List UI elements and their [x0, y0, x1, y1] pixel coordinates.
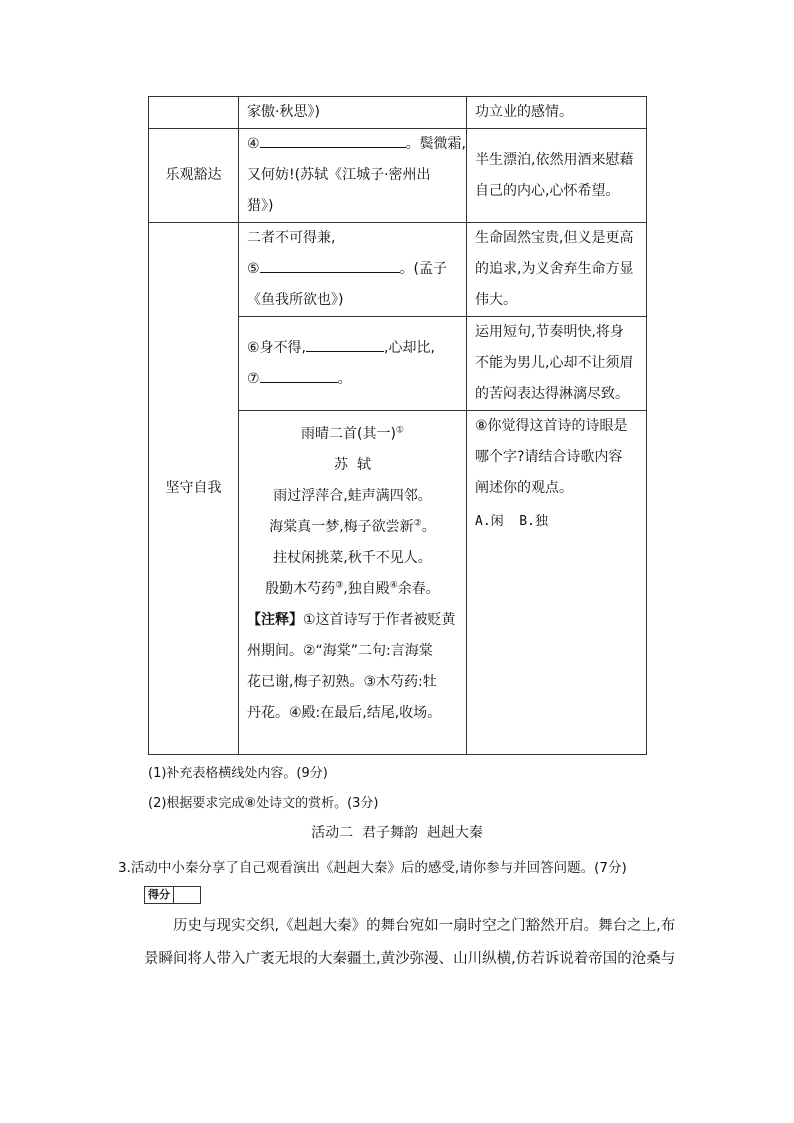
category-optimistic: 乐观豁达	[149, 129, 239, 223]
analysis-text: 半生漂泊,依然用酒来慰藉	[475, 151, 634, 168]
poem-title: 雨晴二首(其一)①	[300, 425, 404, 442]
activity-title: 活动二 君子舞韵 赳赳大秦	[311, 825, 483, 841]
category-cell	[149, 97, 239, 129]
fill-blank-7[interactable]	[260, 367, 338, 383]
category-steadfast: 坚守自我	[149, 223, 239, 755]
analysis-text: 运用短句,节奏明快,将身	[475, 324, 624, 340]
fill-blank-6[interactable]	[306, 336, 384, 352]
score-label: 得分	[145, 887, 174, 903]
poem-line: 海棠真一梦,梅子欲尝新②。	[269, 518, 436, 535]
table-row	[149, 97, 647, 129]
reading-paragraph: 历史与现实交织,《赳赳大秦》的舞台宛如一扇时空之门豁然开启。舞台之上,布 景瞬间将人带入广袤无垠的大秦疆土,黄沙弥漫、山川纵横,仿若诉说着帝国的沧桑与	[144, 918, 676, 967]
table-row: ⑥身不得, ,心却比, ⑦ 。 运用短句,节奏明快,将身 不能为男儿,心却不让须眉 的苦闷表达得淋漓尽致。	[149, 317, 647, 411]
analysis-text: 的苦闷表达得淋漓尽致。	[475, 386, 629, 402]
analysis-text: 功立业的感情。	[475, 104, 573, 120]
score-box[interactable]	[144, 886, 201, 904]
question-text: 阐述你的观点。	[475, 480, 573, 496]
table-row: 坚守自我 二者不可得兼, ⑤ 。(孟子 《鱼我所欲也》) 生命固然宝贵,但义是更高 的追求,为义舍弃生命方显 伟大。	[149, 223, 647, 317]
source-text: 家傲·秋思》)	[247, 104, 320, 120]
question-text: ⑧你觉得这首诗的诗眼是	[475, 418, 628, 434]
table-row: 乐观豁达 ④ 。鬓微霜, 又何妨!(苏轼《江城子·密州出 猎》) 半生漂泊,依然用酒来慰藉 自己的内心,心怀希望。	[149, 129, 647, 223]
analysis-text: 伟大。	[475, 292, 517, 308]
poem-line: 雨过浮萍合,蛙声满四邻。	[273, 488, 432, 504]
poem-line: 拄杖闲挑菜,秋千不见人。	[273, 550, 432, 566]
analysis-text: 生命固然宝贵,但义是更高	[475, 230, 634, 246]
poem-notes: 【注释】①这首诗写于作者被贬黄 州期间。②“海棠”二句:言海棠 花已谢,梅子初熟。③木芍药:牡 丹花。④殿:在最后,结尾,收场。	[247, 612, 456, 721]
poem-block	[239, 411, 466, 605]
analysis-text: 的追求,为义舍弃生命方显	[475, 261, 634, 277]
answer-choices[interactable]: A.闲 B.独	[475, 514, 548, 529]
poem-line: 殷勤木芍药③,独自殿④余春。	[265, 580, 440, 597]
question-2: (2)根据要求完成⑧处诗文的赏析。(3分)	[148, 796, 379, 811]
question-text: 哪个字?请结合诗歌内容	[475, 449, 623, 465]
analysis-text: 自己的内心,心怀希望。	[475, 182, 620, 199]
poetry-table	[148, 96, 647, 755]
question-1: (1)补充表格横线处内容。(9分)	[148, 766, 328, 781]
poem-author: 苏 轼	[334, 457, 371, 473]
analysis-text: 不能为男儿,心却不让须眉	[475, 355, 634, 371]
fill-blank-5[interactable]	[260, 257, 400, 273]
score-field[interactable]	[174, 887, 200, 903]
fill-blank-4[interactable]	[260, 132, 406, 148]
note-label: 【注释】	[247, 612, 303, 628]
question-3: 3.活动中小秦分享了自己观看演出《赳赳大秦》后的感受,请你参与并回答问题。(7分)	[118, 860, 627, 876]
